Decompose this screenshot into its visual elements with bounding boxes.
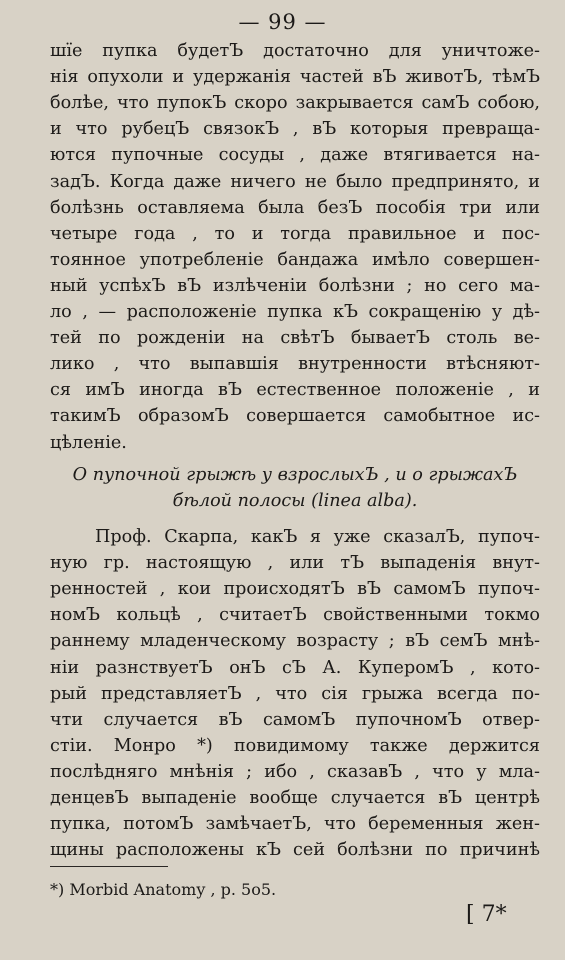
printer-signature-mark: [ 7* [466,902,507,927]
section-heading-line-1: О пупочной грыжѣ у взрослыхЪ , и о грыжахЪ [72,465,518,485]
text-line: номЪ кольцѣ , считаетЪ свойственными токмо [50,605,540,626]
text-line: ніи разнствуетЪ онЪ сЪ А. КуперомЪ , кото- [50,657,540,678]
text-line: и что рубецЪ связокЪ , вЪ которыя превраща- [50,119,540,140]
text-line: четыре года , то и тогда правильное и пос- [50,223,540,244]
text-line: болѣзнь оставляема была безЪ пособія три или [50,197,540,218]
footnote-rule [50,866,168,867]
text-line: задЪ. Когда даже ничего не было предпринято, и [50,171,540,192]
text-line: чти случается вЪ самомЪ пупочномЪ отвер- [50,709,540,730]
text-line: тоянное употребленіе бандажа имѣло совершен- [50,249,540,270]
text-line: такимЪ образомЪ совершается самобытное ис- [50,406,540,427]
text-line: стіи. Монро *) повидимому также держится [50,735,540,756]
text-line: щины расположены кЪ сей болѣзни по причинѣ [50,840,540,861]
text-line: нія опухоли и удержанія частей вЪ животЪ, тѣмЪ [50,67,540,88]
text-line: шїе пупка будетЪ достаточно для уничтоже- [50,41,540,61]
text-line: денцевЪ выпаденіе вообще случается вЪ центрѣ [50,788,540,808]
text-line: ло , — расположеніе пупка кЪ сокращенію у дѣ- [50,302,540,322]
section-heading-line-2: бѣлой полосы (linea alba). [172,491,418,511]
text-line: ный успѣхЪ вЪ излѣченіи болѣзни ; но сего ма- [50,275,540,296]
text-line: ренностей , кои происходятЪ вЪ самомЪ пупоч- [50,579,540,600]
text-line: болѣе, что пупокЪ скоро закрывается самЪ собою, [50,93,540,114]
text-line: послѣдняго мнѣнія ; ибо , сказавЪ , что у мла- [50,761,540,782]
text-line: Проф. Скарпа, какЪ я уже сказалЪ, пупоч- [95,527,540,547]
text-line: лико , что выпавшія внутренности втѣсняют- [50,354,540,375]
text-line: цѣленіе. [50,432,127,453]
text-line: тей по рожденіи на свѣтЪ бываетЪ столь ве- [50,328,540,349]
text-line: ся имЪ иногда вЪ естественное положеніе , и [50,380,540,401]
text-line: раннему младенческому возрасту ; вЪ семЪ мнѣ- [50,631,540,652]
page-number: — 99 — [238,10,327,34]
text-line: рый представляетЪ , что сія грыжа всегда по- [50,683,540,704]
text-line: пупка, потомЪ замѣчаетЪ, что беременныя жен- [50,814,540,835]
footnote: *) Morbid Anatomy , p. 5o5. [50,880,277,899]
text-line: ются пупочные сосуды , даже втягивается на- [50,145,540,166]
text-line: ную гр. настоящую , или тЪ выпаденія внут- [50,553,540,574]
